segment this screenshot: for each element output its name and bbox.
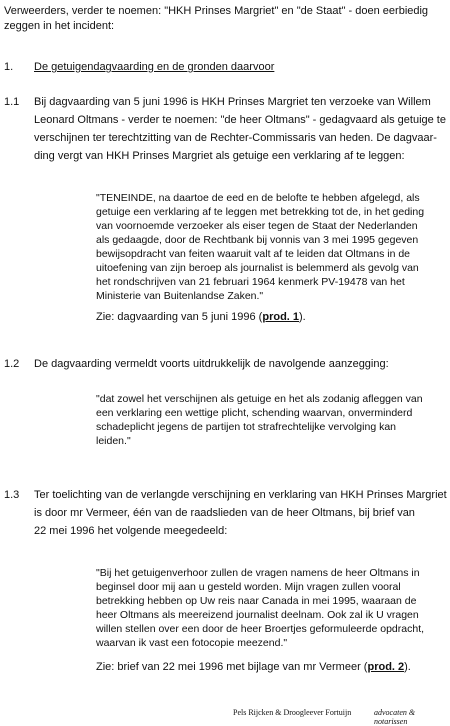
reference-suffix: ). xyxy=(299,311,306,323)
quote-1-2-line: een verklaring een wettige plicht, schending waarvan, onverminderd xyxy=(96,407,413,419)
paragraph-1-3-line: Ter toelichting van de verlangde verschijning en verklaring van HKH Prinses Margriet xyxy=(34,489,447,501)
production-1-link[interactable]: prod. 1 xyxy=(262,311,300,323)
paragraph-1-2-number: 1.2 xyxy=(4,358,20,370)
intro-line-2: zeggen in het incident: xyxy=(4,20,115,32)
reference-suffix: ). xyxy=(404,661,411,673)
footer-tagline: advocaten & notarissen xyxy=(374,708,416,726)
paragraph-1-1-line: ding vergt van HKH Prinses Margriet als getuige een verklaring af te leggen: xyxy=(34,150,405,162)
quote-1-3-line: betrekking hebben op Uw reis naar Canada in mei 1995, waaraan de xyxy=(96,595,417,607)
paragraph-1-2-line: De dagvaarding vermeldt voorts uitdrukkelijk de navolgende aanzegging: xyxy=(34,358,389,370)
reference-1-3 xyxy=(96,660,411,674)
quote-1-3-line: beginsel door mij aan u gesteld worden. Mijn vragen zullen vooral xyxy=(96,581,401,593)
intro-line-1: Verweerders, verder te noemen: "HKH Prinses Margriet" en "de Staat" - doen eerbiedig xyxy=(4,5,429,17)
quote-1-2-line: schadeplicht jegens de partijen tot strafrechtelijke vervolging kan xyxy=(96,421,397,433)
quote-1-1-line: Ministerie van Buitenlandse Zaken." xyxy=(96,290,264,302)
paragraph-1-1-line: Leonard Oltmans - verder te noemen: "de heer Oltmans" - gedagvaard als getuige te xyxy=(34,114,446,126)
quote-1-2-line: "dat zowel het verschijnen als getuige en het als zodanig afleggen van xyxy=(96,393,423,405)
paragraph-1-3-number: 1.3 xyxy=(4,489,20,501)
quote-1-1-line: "TENEINDE, na daartoe de eed en de belofte te hebben afgelegd, als xyxy=(96,192,420,204)
footer-firm: Pels Rijcken & Droogleever Fortuijn xyxy=(233,708,352,717)
quote-1-1-line: uitoefening van zijn beroep als journalist is belemmerd als gevolg van xyxy=(96,262,419,274)
quote-1-3-line: "Bij het getuigenverhoor zullen de vragen namens de heer Oltmans in xyxy=(96,567,420,579)
paragraph-1-1-number: 1.1 xyxy=(4,96,20,108)
quote-1-1-line: getuige een verklaring af te leggen met betrekking tot de, in het geding xyxy=(96,206,425,218)
section-1-heading: De getuigendagvaarding en de gronden daarvoor xyxy=(34,61,275,73)
quote-1-1-line: het rondschrijven van 21 februari 1964 kenmerk PV-19478 van het xyxy=(96,276,405,288)
quote-1-2-line: leiden." xyxy=(96,435,131,447)
quote-1-1-line: van voornoemde verzoeker als eiser tegen de Staat der Nederlanden xyxy=(96,220,418,232)
quote-1-1-line: bewijsopdracht van feiten waaruit valt af te leiden dat Oltmans in de xyxy=(96,248,411,260)
paragraph-1-1-line: Bij dagvaarding van 5 juni 1996 is HKH Prinses Margriet ten verzoeke van Willem xyxy=(34,96,431,108)
quote-1-1-line: als gedaagde, door de Rechtbank bij vonnis van 3 mei 1995 gegeven xyxy=(96,234,419,246)
paragraph-1-3-line: is door mr Vermeer, één van de raadslieden van de heer Oltmans, bij brief van xyxy=(34,507,415,519)
section-1-number: 1. xyxy=(4,61,14,73)
reference-1-1 xyxy=(96,310,306,324)
paragraph-1-3-line: 22 mei 1996 het volgende meegedeeld: xyxy=(34,525,228,537)
reference-text: Zie: brief van 22 mei 1996 met bijlage van mr Vermeer ( xyxy=(96,661,368,673)
reference-text: Zie: dagvaarding van 5 juni 1996 ( xyxy=(96,311,263,323)
quote-1-3-line: willen stellen over een door de heer Broertjes geformuleerde opdracht, xyxy=(96,623,425,635)
paragraph-1-1-line: verschijnen ter terechtzitting van de Rechter-Commissaris van heden. De dagvaar- xyxy=(34,132,437,144)
quote-1-3-line: heer Oltmans als meereizend journalist deelnam. Ook zal ik U vragen xyxy=(96,609,419,621)
quote-1-3-line: waarvan ik vast een fotocopie meezend." xyxy=(96,637,288,649)
production-2-link[interactable]: prod. 2 xyxy=(367,661,405,673)
